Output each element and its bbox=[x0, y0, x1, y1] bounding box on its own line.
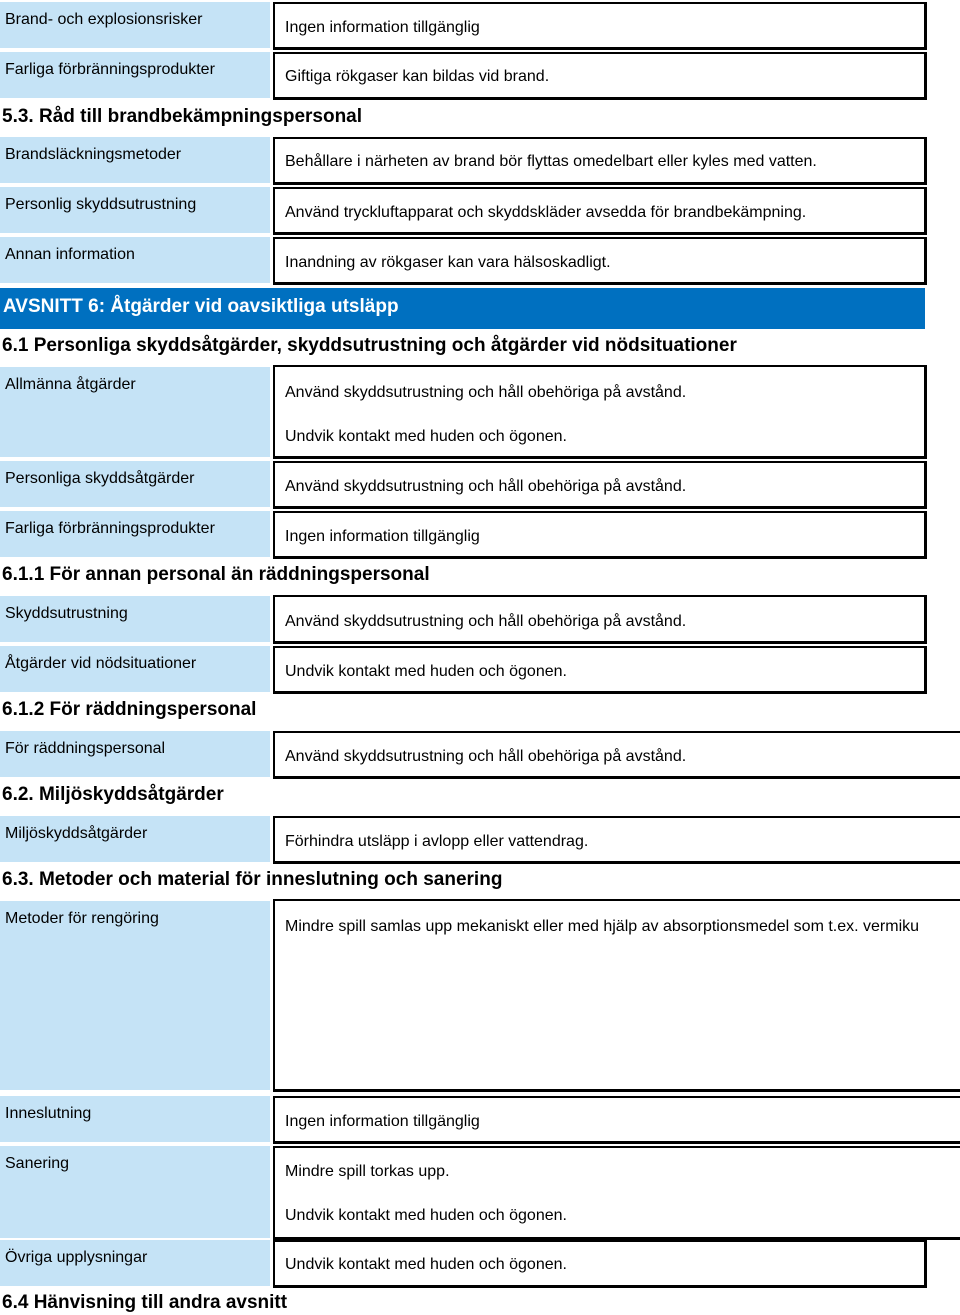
field-value-text: Använd skyddsutrustning och håll obehöriga på avstånd. bbox=[285, 613, 687, 630]
heading-6-1-2: 6.1.2 För räddningspersonal bbox=[2, 699, 257, 720]
field-value bbox=[273, 899, 960, 1092]
field-value-text: Behållare i närheten av brand bör flyttas omedelbart eller kyles med vatten. bbox=[285, 153, 817, 170]
field-value bbox=[273, 52, 927, 100]
field-label: Metoder för rengöring bbox=[0, 901, 270, 1090]
field-value bbox=[273, 461, 927, 509]
field-value bbox=[273, 365, 927, 459]
field-value bbox=[273, 646, 927, 694]
heading-6-1: 6.1 Personliga skyddsåtgärder, skyddsutrustning och åtgärder vid nödsituationer bbox=[2, 335, 737, 356]
field-value-text: Använd skyddsutrustning och håll obehöriga på avstånd. bbox=[285, 384, 687, 401]
field-label: Åtgärder vid nödsituationer bbox=[0, 646, 270, 692]
field-label: Skyddsutrustning bbox=[0, 596, 270, 642]
field-value bbox=[273, 595, 927, 644]
field-label: Allmänna åtgärder bbox=[0, 367, 270, 457]
field-value bbox=[273, 1096, 960, 1144]
heading-6-2: 6.2. Miljöskyddsåtgärder bbox=[2, 784, 224, 805]
section-6-banner: AVSNITT 6: Åtgärder vid oavsiktliga utsläpp bbox=[0, 288, 925, 329]
field-value-text: Ingen information tillgänglig bbox=[285, 528, 480, 545]
field-value-text: Använd skyddsutrustning och håll obehöriga på avstånd. bbox=[285, 478, 687, 495]
field-label: Brandsläckningsmetoder bbox=[0, 137, 270, 183]
field-label: För räddningspersonal bbox=[0, 731, 270, 777]
field-label: Övriga upplysningar bbox=[0, 1240, 270, 1286]
heading-6-4: 6.4 Hänvisning till andra avsnitt bbox=[2, 1292, 288, 1313]
field-value bbox=[273, 816, 960, 864]
field-value-text: Mindre spill samlas upp mekaniskt eller med hjälp av absorptionsmedel som t.ex. vermiku bbox=[285, 918, 920, 935]
field-value bbox=[273, 2, 927, 50]
heading-5-3: 5.3. Råd till brandbekämpningspersonal bbox=[2, 106, 363, 127]
field-value bbox=[273, 187, 927, 235]
field-value-text: Undvik kontakt med huden och ögonen. bbox=[285, 428, 567, 445]
field-value bbox=[273, 137, 927, 185]
field-value bbox=[273, 1146, 960, 1240]
field-value-text: Använd tryckluftapparat och skyddskläder avsedda för brandbekämpning. bbox=[285, 204, 807, 221]
field-label: Inneslutning bbox=[0, 1096, 270, 1142]
field-value-text: Använd skyddsutrustning och håll obehöriga på avstånd. bbox=[285, 748, 687, 765]
field-value-text: Förhindra utsläpp i avlopp eller vattendrag. bbox=[285, 833, 589, 850]
field-value bbox=[273, 237, 927, 285]
field-value-text: Undvik kontakt med huden och ögonen. bbox=[285, 1207, 567, 1224]
field-value-text: Inandning av rökgaser kan vara hälsoskadligt. bbox=[285, 254, 611, 271]
field-label: Sanering bbox=[0, 1146, 270, 1238]
field-value-text: Undvik kontakt med huden och ögonen. bbox=[285, 663, 567, 680]
field-label: Personlig skyddsutrustning bbox=[0, 187, 270, 233]
field-value-text: Giftiga rökgaser kan bildas vid brand. bbox=[285, 68, 550, 85]
heading-6-1-1: 6.1.1 För annan personal än räddningspersonal bbox=[2, 564, 430, 585]
field-value-text: Ingen information tillgänglig bbox=[285, 1113, 480, 1130]
heading-6-3: 6.3. Metoder och material för inneslutning och sanering bbox=[2, 869, 503, 890]
field-label: Annan information bbox=[0, 237, 270, 283]
field-label: Brand- och explosionsrisker bbox=[0, 2, 270, 48]
field-value bbox=[273, 1240, 927, 1288]
field-value-text: Undvik kontakt med huden och ögonen. bbox=[285, 1256, 567, 1273]
field-value-text: Mindre spill torkas upp. bbox=[285, 1163, 450, 1180]
field-value bbox=[273, 511, 927, 559]
field-label: Personliga skyddsåtgärder bbox=[0, 461, 270, 507]
field-label: Farliga förbränningsprodukter bbox=[0, 511, 270, 557]
field-label: Miljöskyddsåtgärder bbox=[0, 816, 270, 862]
field-value bbox=[273, 731, 960, 779]
field-label: Farliga förbränningsprodukter bbox=[0, 52, 270, 98]
field-value-text: Ingen information tillgänglig bbox=[285, 19, 480, 36]
